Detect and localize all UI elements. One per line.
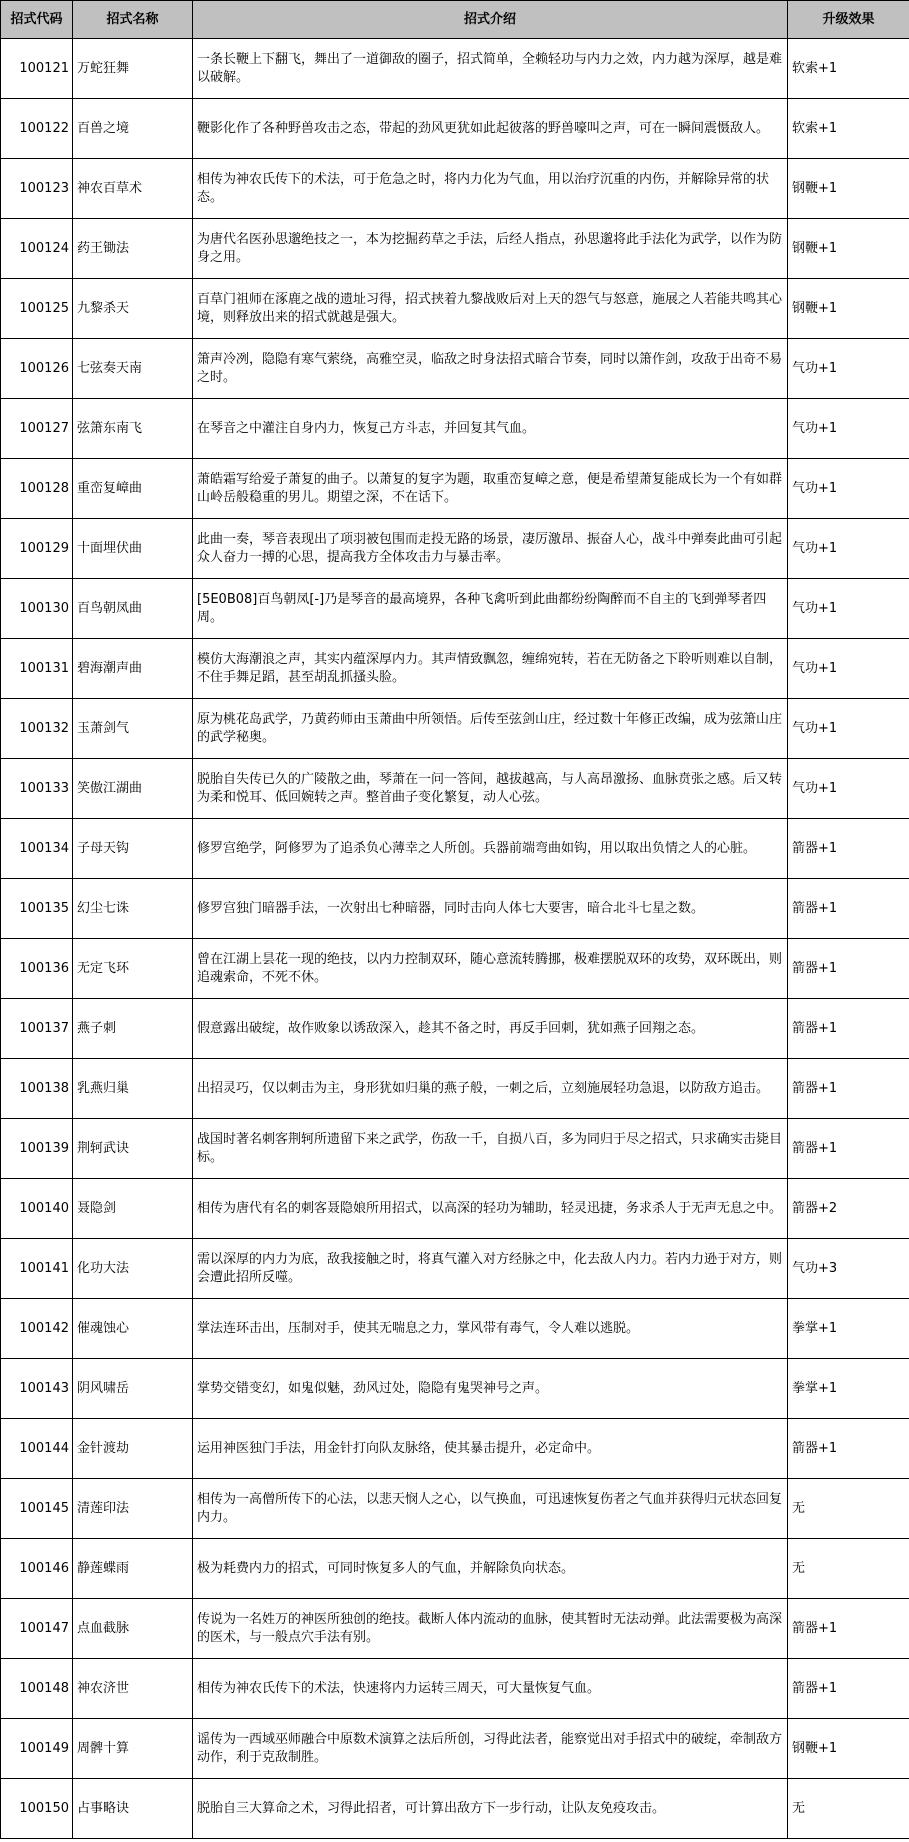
table-row (1, 159, 909, 219)
table-body (1, 39, 909, 1839)
cell-skill-description: 原为桃花岛武学，乃黄药师由玉萧曲中所领悟。后传至弦剑山庄，经过数十年修正改编，成为弦箫山庄的武学秘奥。 (193, 699, 788, 759)
cell-skill-description: 战国时著名刺客荆轲所遗留下来之武学，伤敌一千，自损八百，多为同归于尽之招式，只求确实击毙目标。 (193, 1119, 788, 1179)
cell-skill-description: 鞭影化作了各种野兽攻击之态，带起的劲风更犹如此起彼落的野兽嚎叫之声，可在一瞬间震慑敌人。 (193, 99, 788, 159)
cell-skill-name: 十面埋伏曲 (73, 519, 193, 579)
cell-upgrade-effect: 气功+1 (788, 459, 909, 519)
cell-upgrade-effect: 箭器+1 (788, 819, 909, 879)
cell-skill-code: 100122 (1, 99, 73, 159)
cell-skill-description: 假意露出破绽，故作败象以诱敌深入，趁其不备之时，再反手回刺，犹如燕子回翔之态。 (193, 999, 788, 1059)
cell-skill-name: 百兽之境 (73, 99, 193, 159)
table-row (1, 879, 909, 939)
cell-skill-code: 100148 (1, 1659, 73, 1719)
cell-skill-code: 100139 (1, 1119, 73, 1179)
cell-skill-name: 子母天钩 (73, 819, 193, 879)
cell-skill-name: 阴风啸岳 (73, 1359, 193, 1419)
cell-skill-name: 荆轲武诀 (73, 1119, 193, 1179)
table-row (1, 1119, 909, 1179)
cell-skill-code: 100135 (1, 879, 73, 939)
cell-skill-code: 100146 (1, 1539, 73, 1599)
table-row (1, 699, 909, 759)
cell-skill-name: 金针渡劫 (73, 1419, 193, 1479)
header-description: 招式介绍 (193, 1, 788, 39)
cell-skill-name: 占事略诀 (73, 1779, 193, 1839)
cell-skill-code: 100147 (1, 1599, 73, 1659)
cell-upgrade-effect: 气功+1 (788, 399, 909, 459)
cell-upgrade-effect: 无 (788, 1779, 909, 1839)
table-row (1, 1719, 909, 1779)
cell-skill-name: 百鸟朝凤曲 (73, 579, 193, 639)
cell-skill-description: 掌法连环击出，压制对手，使其无喘息之力，掌风带有毒气，令人难以逃脱。 (193, 1299, 788, 1359)
table-row (1, 399, 909, 459)
table-row (1, 519, 909, 579)
cell-skill-code: 100130 (1, 579, 73, 639)
cell-skill-code: 100143 (1, 1359, 73, 1419)
cell-skill-name: 重峦复嶂曲 (73, 459, 193, 519)
cell-skill-name: 药王锄法 (73, 219, 193, 279)
cell-skill-description: 谣传为一西域巫师融合中原数术演算之法后所创，习得此法者，能察觉出对手招式中的破绽，牵制敌方动作，利于克敌制胜。 (193, 1719, 788, 1779)
cell-skill-description: 相传为唐代有名的刺客聂隐娘所用招式，以高深的轻功为辅助，轻灵迅捷，务求杀人于无声无息之中。 (193, 1179, 788, 1239)
cell-skill-code: 100134 (1, 819, 73, 879)
table-row (1, 1539, 909, 1599)
cell-upgrade-effect: 箭器+2 (788, 1179, 909, 1239)
cell-skill-name: 万蛇狂舞 (73, 39, 193, 99)
cell-skill-code: 100131 (1, 639, 73, 699)
cell-skill-name: 九黎杀天 (73, 279, 193, 339)
table-row (1, 759, 909, 819)
table-row (1, 1239, 909, 1299)
cell-skill-description: 为唐代名医孙思邈绝技之一，本为挖掘药草之手法，后经人指点，孙思邈将此手法化为武学，以作为防身之用。 (193, 219, 788, 279)
table-row (1, 639, 909, 699)
cell-skill-code: 100144 (1, 1419, 73, 1479)
cell-skill-code: 100145 (1, 1479, 73, 1539)
cell-skill-code: 100127 (1, 399, 73, 459)
table-header (1, 1, 909, 39)
cell-upgrade-effect: 箭器+1 (788, 999, 909, 1059)
cell-upgrade-effect: 气功+1 (788, 339, 909, 399)
cell-upgrade-effect: 箭器+1 (788, 939, 909, 999)
cell-skill-description: [5E0B08]百鸟朝凤[-]乃是琴音的最高境界，各种飞禽听到此曲都纷纷陶醉而不自主的飞到弹琴者四周。 (193, 579, 788, 639)
table-row (1, 339, 909, 399)
table-row (1, 1779, 909, 1839)
table-row (1, 39, 909, 99)
cell-skill-description: 修罗宫独门暗器手法，一次射出七种暗器，同时击向人体七大要害，暗合北斗七星之数。 (193, 879, 788, 939)
header-effect: 升级效果 (788, 1, 909, 39)
cell-upgrade-effect: 无 (788, 1479, 909, 1539)
table-row (1, 579, 909, 639)
cell-upgrade-effect: 气功+1 (788, 639, 909, 699)
table-row (1, 459, 909, 519)
cell-upgrade-effect: 气功+1 (788, 759, 909, 819)
cell-skill-code: 100132 (1, 699, 73, 759)
cell-skill-name: 神农百草术 (73, 159, 193, 219)
cell-skill-description: 传说为一名姓万的神医所独创的绝技。截断人体内流动的血脉，使其暂时无法动弹。此法需要极为高深的医术，与一般点穴手法有别。 (193, 1599, 788, 1659)
cell-skill-description: 出招灵巧，仅以刺击为主，身形犹如归巢的燕子般，一刺之后，立刻施展轻功急退，以防敌方追击。 (193, 1059, 788, 1119)
cell-upgrade-effect: 钢鞭+1 (788, 159, 909, 219)
cell-skill-name: 玉萧剑气 (73, 699, 193, 759)
cell-skill-description: 修罗宫绝学，阿修罗为了追杀负心薄幸之人所创。兵器前端弯曲如钩，用以取出负情之人的心脏。 (193, 819, 788, 879)
cell-skill-name: 笑傲江湖曲 (73, 759, 193, 819)
cell-upgrade-effect: 箭器+1 (788, 879, 909, 939)
cell-upgrade-effect: 箭器+1 (788, 1119, 909, 1179)
cell-upgrade-effect: 钢鞭+1 (788, 279, 909, 339)
cell-upgrade-effect: 箭器+1 (788, 1599, 909, 1659)
cell-skill-name: 弦箫东南飞 (73, 399, 193, 459)
cell-skill-name: 无定飞环 (73, 939, 193, 999)
cell-skill-description: 运用神医独门手法，用金针打向队友脉络，使其暴击提升，必定命中。 (193, 1419, 788, 1479)
table-row (1, 1359, 909, 1419)
cell-skill-name: 周髀十算 (73, 1719, 193, 1779)
cell-skill-description: 萧皓霜写给爱子萧复的曲子。以萧复的复字为题，取重峦复嶂之意，便是希望萧复能成长为一个有如群山岭岳般稳重的男儿。期望之深，不在话下。 (193, 459, 788, 519)
cell-skill-code: 100121 (1, 39, 73, 99)
table-row (1, 99, 909, 159)
cell-upgrade-effect: 钢鞭+1 (788, 219, 909, 279)
cell-upgrade-effect: 箭器+1 (788, 1659, 909, 1719)
cell-skill-name: 七弦奏天南 (73, 339, 193, 399)
cell-skill-name: 催魂蚀心 (73, 1299, 193, 1359)
cell-upgrade-effect: 软索+1 (788, 99, 909, 159)
cell-skill-description: 模仿大海潮浪之声，其实内蕴深厚内力。其声情致飘忽，缠绵宛转，若在无防备之下聆听则难以自制，不住手舞足蹈，甚至胡乱抓搔头脸。 (193, 639, 788, 699)
table-row (1, 279, 909, 339)
cell-upgrade-effect: 气功+1 (788, 579, 909, 639)
cell-skill-description: 一条长鞭上下翻飞，舞出了一道御敌的圈子，招式简单，全赖轻功与内力之效，内力越为深厚，越是难以破解。 (193, 39, 788, 99)
cell-upgrade-effect: 无 (788, 1539, 909, 1599)
table-row (1, 939, 909, 999)
cell-upgrade-effect: 气功+3 (788, 1239, 909, 1299)
header-row (1, 1, 909, 39)
cell-skill-code: 100129 (1, 519, 73, 579)
cell-upgrade-effect: 箭器+1 (788, 1059, 909, 1119)
cell-skill-description: 脱胎自失传已久的广陵散之曲，琴萧在一问一答间，越拔越高，与人高昂激扬、血脉贲张之感。后又转为柔和悦耳、低回婉转之声。整首曲子变化繁复，动人心弦。 (193, 759, 788, 819)
cell-skill-description: 相传为神农氏传下的术法，可于危急之时，将内力化为气血，用以治疗沉重的内伤，并解除异常的状态。 (193, 159, 788, 219)
cell-upgrade-effect: 钢鞭+1 (788, 1719, 909, 1779)
cell-skill-description: 掌势交错变幻，如鬼似魅，劲风过处，隐隐有鬼哭神号之声。 (193, 1359, 788, 1419)
cell-skill-name: 碧海潮声曲 (73, 639, 193, 699)
cell-skill-description: 百草门祖师在涿鹿之战的遗址习得，招式挟着九黎战败后对上天的怨气与怒意，施展之人若能共鸣其心境，则释放出来的招式就越是强大。 (193, 279, 788, 339)
cell-skill-name: 化功大法 (73, 1239, 193, 1299)
cell-skill-code: 100142 (1, 1299, 73, 1359)
table-row (1, 1659, 909, 1719)
header-name: 招式名称 (73, 1, 193, 39)
cell-skill-description: 曾在江湖上昙花一现的绝技，以内力控制双环，随心意流转腾挪，极难摆脱双环的攻势，双环既出，则追魂索命，不死不休。 (193, 939, 788, 999)
cell-skill-name: 静莲蝶雨 (73, 1539, 193, 1599)
cell-upgrade-effect: 软索+1 (788, 39, 909, 99)
cell-skill-code: 100140 (1, 1179, 73, 1239)
cell-skill-name: 点血截脉 (73, 1599, 193, 1659)
table-row (1, 1179, 909, 1239)
cell-skill-code: 100126 (1, 339, 73, 399)
table-row (1, 219, 909, 279)
cell-skill-description: 此曲一奏，琴音表现出了项羽被包围而走投无路的场景，凄厉激昂、振奋人心，战斗中弹奏此曲可引起众人奋力一搏的心思，提高我方全体攻击力与暴击率。 (193, 519, 788, 579)
cell-skill-code: 100125 (1, 279, 73, 339)
cell-skill-description: 脱胎自三大算命之术，习得此招者，可计算出敌方下一步行动，让队友免疫攻击。 (193, 1779, 788, 1839)
cell-skill-description: 在琴音之中灌注自身内力，恢复己方斗志，并回复其气血。 (193, 399, 788, 459)
cell-skill-code: 100141 (1, 1239, 73, 1299)
cell-skill-code: 100138 (1, 1059, 73, 1119)
header-code: 招式代码 (1, 1, 73, 39)
table-row (1, 1479, 909, 1539)
cell-skill-code: 100149 (1, 1719, 73, 1779)
table-row (1, 999, 909, 1059)
table-row (1, 1599, 909, 1659)
cell-skill-description: 箫声冷冽，隐隐有寒气萦绕，高雅空灵，临敌之时身法招式暗合节奏，同时以箫作剑，攻敌于出奇不易之时。 (193, 339, 788, 399)
table-row (1, 1299, 909, 1359)
cell-skill-description: 极为耗费内力的招式，可同时恢复多人的气血，并解除负向状态。 (193, 1539, 788, 1599)
cell-skill-description: 相传为一高僧所传下的心法，以悲天悯人之心，以气换血，可迅速恢复伤者之气血并获得归元状态回复内力。 (193, 1479, 788, 1539)
cell-upgrade-effect: 气功+1 (788, 519, 909, 579)
table-row (1, 1419, 909, 1479)
cell-upgrade-effect: 拳掌+1 (788, 1359, 909, 1419)
cell-skill-name: 清莲印法 (73, 1479, 193, 1539)
cell-skill-code: 100133 (1, 759, 73, 819)
cell-skill-name: 神农济世 (73, 1659, 193, 1719)
cell-upgrade-effect: 箭器+1 (788, 1419, 909, 1479)
cell-skill-description: 需以深厚的内力为底，敌我接触之时，将真气灌入对方经脉之中，化去敌人内力。若内力逊于对方，则会遭此招所反噬。 (193, 1239, 788, 1299)
cell-skill-code: 100150 (1, 1779, 73, 1839)
cell-skill-name: 乳燕归巢 (73, 1059, 193, 1119)
cell-skill-name: 幻尘七诛 (73, 879, 193, 939)
cell-skill-name: 燕子刺 (73, 999, 193, 1059)
cell-skill-description: 相传为神农氏传下的术法，快速将内力运转三周天，可大量恢复气血。 (193, 1659, 788, 1719)
cell-skill-code: 100124 (1, 219, 73, 279)
cell-skill-code: 100123 (1, 159, 73, 219)
cell-upgrade-effect: 拳掌+1 (788, 1299, 909, 1359)
cell-skill-code: 100136 (1, 939, 73, 999)
table-row (1, 1059, 909, 1119)
cell-skill-name: 聂隐剑 (73, 1179, 193, 1239)
cell-upgrade-effect: 气功+1 (788, 699, 909, 759)
cell-skill-code: 100128 (1, 459, 73, 519)
cell-skill-code: 100137 (1, 999, 73, 1059)
table-row (1, 819, 909, 879)
